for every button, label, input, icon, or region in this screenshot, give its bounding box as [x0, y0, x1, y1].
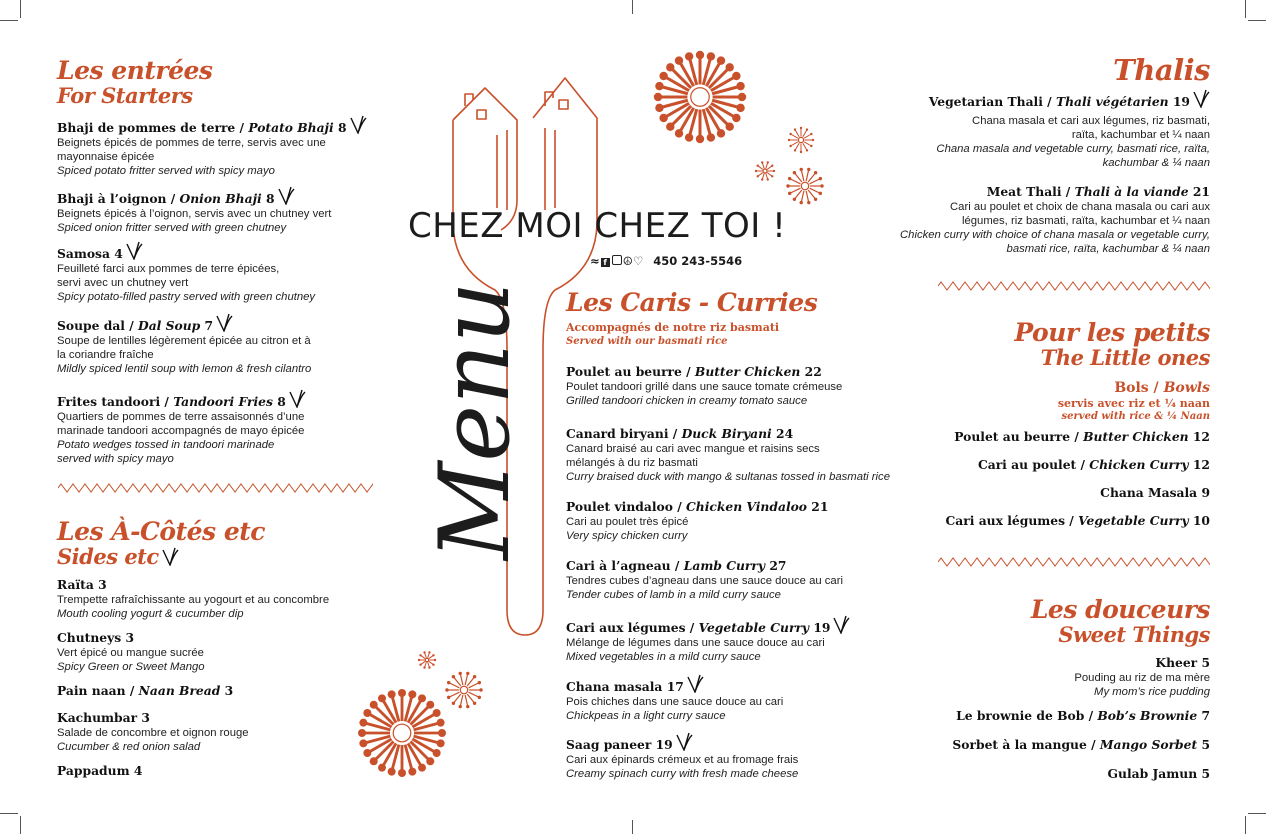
item-price: 3: [98, 577, 107, 592]
bols-label: Bols: [1114, 380, 1149, 396]
item-desc-en: Chicken curry with choice of chana masala or vegetable curry, basmati rice, raïta, kachumbar & ¼ naan: [900, 229, 1210, 255]
thalis-title: Thalis: [1113, 53, 1210, 87]
item-name-alt: Thali végétarien: [1055, 94, 1169, 109]
starburst-icon: [445, 672, 482, 709]
item-name: Gulab Jamun: [1107, 766, 1198, 781]
item-desc-en: Spiced onion fritter served with green chutney: [57, 222, 287, 234]
wifi-icon: ≈: [590, 254, 600, 268]
kids-item: Cari au poulet / Chicken Curry 12: [977, 457, 1210, 472]
vegetarian-leaf-icon: [277, 185, 295, 205]
desserts-title-en: Sweet Things: [1058, 622, 1210, 647]
item-desc-fr: Pois chiches dans une sauce douce au cari: [566, 696, 784, 708]
side-item: [57, 577, 329, 621]
item-name: Le brownie de Bob: [956, 708, 1085, 723]
item-price: 19: [655, 737, 673, 752]
item-desc-en: Spiced potato fritter served with spicy mayo: [57, 165, 275, 177]
item-desc-en: Very spicy chicken curry: [566, 530, 688, 542]
item-name-en: Butter Chicken: [1083, 429, 1189, 444]
dessert-item: [900, 655, 1210, 699]
item-desc-fr: Beignets épicés de pommes de terre, servis avec une mayonnaise épicée: [57, 137, 326, 163]
starter-item: [57, 240, 357, 304]
item-name-en: Butter Chicken: [694, 364, 801, 379]
item-desc-fr: Chana masala et cari aux légumes, riz basmati, raïta, kachumbar et ¼ naan: [972, 115, 1210, 141]
crop-mark: [1245, 0, 1246, 18]
item-name: Meat Thali: [986, 184, 1062, 199]
item-desc-en: Potato wedges tossed in tandoori marinade served with spicy mayo: [57, 439, 275, 465]
item-desc-fr: Salade de concombre et oignon rouge: [57, 727, 249, 739]
item-name: Pain naan: [57, 683, 126, 698]
curry-item: [566, 731, 798, 781]
item-price: 9: [1201, 485, 1210, 500]
item-price: 3: [224, 683, 234, 698]
side-item: Pain naan / Naan Bread 3: [57, 683, 234, 698]
vegetarian-leaf-icon: [675, 731, 693, 751]
item-name-en: Vegetable Curry: [698, 620, 810, 635]
item-desc-fr: Vert épicé ou mangue sucrée: [57, 647, 204, 659]
item-price: 10: [1192, 513, 1210, 528]
crop-mark: [20, 816, 21, 834]
item-name: Chana masala: [566, 679, 663, 694]
zigzag-divider: [58, 483, 373, 493]
curry-item: Poulet vindaloo / Chicken Vindaloo 21 Cari au poulet très épicé Very spicy chicken curry: [566, 499, 829, 542]
item-name: Saag paneer: [566, 737, 652, 752]
curries-sub-en: Served with our basmati rice: [566, 336, 728, 347]
item-name-en: Dal Soup: [138, 318, 201, 333]
item-desc-en: Mixed vegetables in a mild curry sauce: [566, 651, 761, 663]
item-desc-en: Creamy spinach curry with fresh made cheese: [566, 768, 799, 780]
item-price: 8: [337, 120, 347, 135]
sides-title-fr: Les À-Côtés etc: [57, 517, 266, 546]
item-name: Sorbet à la mangue: [952, 737, 1087, 752]
side-item: [57, 710, 249, 754]
item-desc-en: Grilled tandoori chicken in creamy tomato sauce: [566, 395, 808, 407]
item-name-en: Chicken Curry: [1089, 457, 1189, 472]
phone-number: 450 243-5546: [653, 254, 743, 268]
dessert-item: Le brownie de Bob / Bob’s Brownie 7: [956, 708, 1210, 723]
kids-sub-en: served with rice & ¼ Naan: [1061, 411, 1210, 422]
thali-item: Meat Thali / Thali à la viande 21 Cari au poulet et choix de chana masala ou cari aux légumes, riz basmati, raïta, kachumbar et ¼ naan Chicken curry with choice of chana masala or vegetable curry, basmati rice, raïta, kachumbar & ¼ naan: [860, 184, 1210, 256]
vegetarian-leaf-icon: [288, 388, 306, 408]
item-name: Chana Masala: [1100, 485, 1198, 500]
item-price: 24: [776, 426, 794, 441]
item-desc-en: Spicy Green or Sweet Mango: [57, 661, 205, 673]
starburst-icon: [786, 168, 823, 205]
starter-item: Bhaji à l’oignon / Onion Bhaji 8 Beignets épicés à l’oignon, servis avec un chutney vert Spiced onion fritter served with green chutney: [57, 185, 357, 235]
starburst-icon: [358, 689, 446, 777]
item-name: Kachumbar: [57, 710, 138, 725]
item-price: 27: [769, 558, 787, 573]
starburst-icon: [654, 51, 746, 143]
crop-mark: [632, 0, 633, 14]
crop-mark: [0, 813, 18, 814]
curry-item: Cari à l’agneau / Lamb Curry 27 Tendres cubes d’agneau dans une sauce douce au cari Tender cubes of lamb in a mild curry sauce: [566, 558, 843, 601]
item-desc-fr: Poulet tandoori grillé dans une sauce tomate crémeuse: [566, 381, 843, 393]
crop-mark: [1248, 813, 1266, 814]
item-price: 4: [114, 246, 123, 261]
starburst-icon: [418, 651, 436, 669]
vegetarian-leaf-icon: [215, 312, 233, 332]
item-desc-fr: Feuilleté farci aux pommes de terre épicées, servi avec un chutney vert: [57, 263, 280, 289]
item-price: 3: [141, 710, 150, 725]
bowls-heading: Bols / Bowls: [1114, 380, 1210, 396]
vegetarian-leaf-icon: [125, 240, 143, 260]
item-price: 21: [1192, 184, 1210, 199]
item-name: Bhaji à l’oignon: [57, 191, 167, 206]
curry-item: [566, 673, 783, 723]
item-price: 8: [265, 191, 275, 206]
item-name: Samosa: [57, 246, 110, 261]
item-price: 8: [277, 394, 286, 409]
item-price: 7: [1201, 708, 1210, 723]
item-desc-en: Spicy potato-filled pastry served with green chutney: [57, 291, 316, 303]
kids-title-en: The Little ones: [1040, 345, 1210, 370]
item-name: Pappadum: [57, 763, 130, 778]
kids-item: Poulet au beurre / Butter Chicken 12: [954, 429, 1210, 444]
item-name: Chutneys: [57, 630, 122, 645]
dessert-item: [900, 766, 1210, 782]
item-name: Canard biryani: [566, 426, 669, 441]
item-name-en: Lamb Curry: [683, 558, 766, 573]
item-name: Poulet au beurre: [954, 429, 1071, 444]
item-desc-en: Mouth cooling yogurt & cucumber dip: [57, 608, 244, 620]
starter-item: Bhaji de pommes de terre / Potato Bhaji 8 Beignets épicés de pommes de terre, servis avec une mayonnaise épicée Spiced potato fritter served with spicy mayo: [57, 114, 357, 178]
item-name-alt: Thali à la viande: [1074, 184, 1189, 199]
starburst-icon: [755, 161, 775, 181]
item-name: Poulet vindaloo: [566, 499, 673, 514]
dessert-item: Sorbet à la mangue / Mango Sorbet 5: [952, 737, 1210, 752]
vegetarian-leaf-icon: [1192, 88, 1210, 108]
item-price: 5: [1201, 655, 1210, 670]
vegetarian-leaf-icon: [686, 673, 704, 693]
kids-item: [900, 485, 1210, 501]
item-name: Raïta: [57, 577, 94, 592]
zigzag-divider: [938, 281, 1210, 291]
curry-item: Canard biryani / Duck Biryani 24 Canard braisé au cari avec mangue et raisins secs mélangés à du riz basmati Curry braised duck with mango & sultanas tossed in basmati rice: [566, 426, 890, 483]
desserts-title-fr: Les douceurs: [1030, 595, 1210, 624]
sides-title-en: Sides etc: [57, 544, 159, 569]
item-price: 17: [666, 679, 684, 694]
contact-line: [590, 254, 742, 268]
side-item: [57, 763, 142, 779]
crop-mark: [1245, 816, 1246, 834]
kids-item: Cari aux légumes / Vegetable Curry 10: [945, 513, 1210, 528]
item-name-en: Onion Bhaji: [179, 191, 262, 206]
item-desc-fr: Cari au poulet et choix de chana masala ou cari aux légumes, riz basmati, raïta, kachumbar et ¼ naan: [950, 201, 1210, 227]
starburst-icon: [788, 127, 814, 153]
item-desc-en: Chickpeas in a light curry sauce: [566, 710, 726, 722]
item-price: 4: [133, 763, 143, 778]
peace-icon: ☮: [622, 254, 633, 268]
item-name: Bhaji de pommes de terre: [57, 120, 236, 135]
starters-title-fr: Les entrées: [57, 56, 213, 85]
item-name: Kheer: [1155, 655, 1198, 670]
item-desc-fr: Tendres cubes d’agneau dans une sauce douce au cari: [566, 575, 843, 587]
item-desc-en: My mom’s rice pudding: [1094, 686, 1210, 698]
item-desc-fr: Mélange de légumes dans une sauce douce au cari: [566, 637, 825, 649]
item-name: Vegetarian Thali: [928, 94, 1043, 109]
restaurant-name: CHEZ MOI CHEZ TOI !: [408, 206, 787, 246]
item-desc-en: Curry braised duck with mango & sultanas tossed in basmati rice: [566, 471, 890, 483]
item-name: Cari aux légumes: [566, 620, 686, 635]
item-name-en: Bob’s Brownie: [1097, 708, 1198, 723]
item-price: 21: [811, 499, 829, 514]
item-desc-fr: Trempette rafraîchissante au yogourt et au concombre: [57, 594, 330, 606]
item-name-en: Mango Sorbet: [1099, 737, 1198, 752]
crop-mark: [632, 820, 633, 834]
curries-title: Les Caris - Curries: [566, 288, 818, 317]
kids-sub-fr: servis avec riz et ¼ naan: [1057, 397, 1210, 410]
item-name: Soupe dal: [57, 318, 125, 333]
item-name-en: Potato Bhaji: [248, 120, 334, 135]
item-price: 19: [813, 620, 831, 635]
item-price: 7: [204, 318, 214, 333]
vegetarian-leaf-icon: [349, 114, 367, 134]
item-name: Cari au poulet: [977, 457, 1077, 472]
item-desc-fr: Quartiers de pommes de terre assaisonnés d’une marinade tandoori accompagnés de mayo épicée: [57, 411, 305, 437]
item-name-en: Chicken Vindaloo: [685, 499, 808, 514]
zigzag-divider: [938, 557, 1210, 567]
item-price: 22: [804, 364, 822, 379]
item-name-en: Vegetable Curry: [1078, 513, 1189, 528]
thali-item: Vegetarian Thali / Thali végétarien 19 Chana masala et cari aux légumes, riz basmati, raïta, kachumbar et ¼ naan Chana masala and vegetable curry, basmati rice, raïta, kachumbar & ¼ naan: [860, 88, 1210, 170]
item-price: 5: [1201, 766, 1210, 781]
item-price: 12: [1192, 429, 1210, 444]
starter-item: Soupe dal / Dal Soup 7 Soupe de lentilles légèrement épicée au citron et à la coriandre fraîche Mildly spiced lentil soup with lemon & fresh cilantro: [57, 312, 357, 376]
crop-mark: [0, 20, 18, 21]
vegetarian-leaf-icon: [161, 546, 179, 566]
item-price: 5: [1201, 737, 1210, 752]
starter-item: Frites tandoori / Tandoori Fries 8 Quartiers de pommes de terre assaisonnés d’une marinade tandoori accompagnés de mayo épicée Potato wedges tossed in tandoori marinade served with spicy mayo: [57, 388, 357, 466]
item-desc-fr: Soupe de lentilles légèrement épicée au citron et à la coriandre fraîche: [57, 335, 311, 361]
item-name: Poulet au beurre: [566, 364, 682, 379]
menu-script-title: Menu: [419, 281, 531, 560]
item-name: Cari à l’agneau: [566, 558, 671, 573]
item-price: 12: [1192, 457, 1210, 472]
item-name-en: Naan Bread: [138, 683, 221, 698]
item-desc-fr: Beignets épicés à l’oignon, servis avec un chutney vert: [57, 208, 332, 220]
item-name-en: Tandoori Fries: [173, 394, 273, 409]
curry-item: Cari aux légumes / Vegetable Curry 19 Mélange de légumes dans une sauce douce au cari Mixed vegetables in a mild curry sauce: [566, 614, 850, 664]
item-desc-fr: Cari aux épinards crémeux et au fromage frais: [566, 754, 799, 766]
facebook-icon: f: [601, 258, 610, 267]
curries-sub-fr: Accompagnés de notre riz basmati: [566, 321, 780, 334]
item-desc-fr: Pouding au riz de ma mère: [1074, 672, 1210, 684]
item-desc-en: Mildly spiced lentil soup with lemon & fresh cilantro: [57, 363, 312, 375]
item-desc-fr: Canard braisé au cari avec mangue et raisins secs mélangés à du riz basmati: [566, 443, 820, 469]
crop-mark: [1248, 20, 1266, 21]
curry-item: Poulet au beurre / Butter Chicken 22 Poulet tandoori grillé dans une sauce tomate crémeuse Grilled tandoori chicken in creamy tomato sauce: [566, 364, 843, 407]
item-name: Frites tandoori: [57, 394, 161, 409]
kids-title-fr: Pour les petits: [1014, 318, 1210, 347]
heart-icon: ♡: [632, 254, 644, 268]
item-desc-fr: Cari au poulet très épicé: [566, 516, 689, 528]
instagram-icon: [612, 255, 622, 265]
starters-title-en: For Starters: [57, 83, 193, 108]
item-price: 19: [1172, 94, 1190, 109]
item-name-en: Duck Biryani: [681, 426, 772, 441]
side-item: [57, 630, 205, 674]
item-desc-en: Cucumber & red onion salad: [57, 741, 201, 753]
vegetarian-leaf-icon: [832, 614, 850, 634]
item-desc-en: Chana masala and vegetable curry, basmati rice, raïta, kachumbar & ¼ naan: [936, 143, 1210, 169]
item-name: Cari aux légumes: [945, 513, 1066, 528]
sides-title-en-row: [57, 546, 179, 567]
item-desc-en: Tender cubes of lamb in a mild curry sauce: [566, 589, 781, 601]
bowls-label: Bowls: [1163, 380, 1210, 396]
crop-mark: [20, 0, 21, 18]
item-price: 3: [125, 630, 135, 645]
